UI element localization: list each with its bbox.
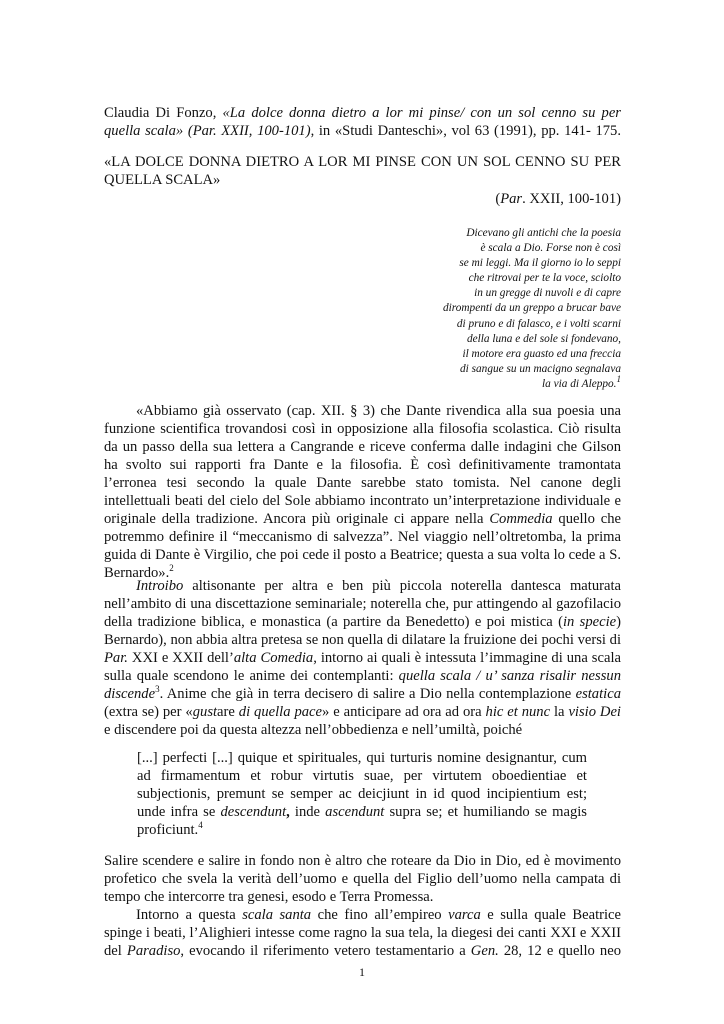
heading-reference: (Par. XXII, 100-101) bbox=[495, 191, 621, 207]
epigraph: Dicevano gli antichi che la poesia è scala a Dio. Forse non è così se mi leggi. Ma il giorno io lo seppi che ritrovai per te la voce, sciolto in un gregge di nuvoli e di capre dirompenti da un greppo a brucar bave di pruno e di falasco, e i volti scarni della luna e del sole si fondevano, il motore era guasto ed una freccia di sangue su un macigno segnalava la via di Aleppo.$^1$ bbox=[442, 227, 621, 390]
footnote-ref-4[interactable]: 4 bbox=[198, 820, 203, 831]
footnote-ref-1[interactable]: 1 bbox=[616, 374, 621, 385]
citation: Claudia Di Fonzo, «La dolce donna dietro a lor mi pinse/ con un sol cenno su per quella scala» (Par. XXII, 100-101), in «Studi Danteschi», vol 63 (1991), pp. 141- 175. bbox=[104, 105, 621, 139]
paragraph-1: «Abbiamo già osservato (cap. XII. § 3) che Dante rivendica alla sua poesia una funzione scientifica trovandosi così in opposizione alla filosofia scolastica. Ciò risulta da un passo della sua lettera a Cangrande e riceve conferma dalle indagini che Gilson ha svolto sui rapporti fra Dante e la filosofia. È così definitivamente tramontata l’erronea tesi secondo la quale Dante sarebbe stato tomista. Nel canone degli intellettuali beati del cielo del Sole abbiamo incontrato un’interpretazione individuale e originale della tradizione. Ancora più originale ci appare nella Commedia quello che potremmo definire il “meccanismo di salvezza”. Nel viaggio nell’oltretomba, la prima guida di Dante è Virgilio, che poi cede il posto a Beatrice; questa a sua volta lo cede a S. Bernardo».$^2$ bbox=[104, 403, 622, 581]
article-heading: «LA DOLCE DONNA DIETRO A LOR MI PINSE CON UN SOL CENNO SU PER QUELLA SCALA» bbox=[104, 154, 621, 188]
footnote-ref-2[interactable]: 2 bbox=[169, 563, 174, 574]
citation-title: «La dolce donna dietro a lor mi pinse/ con un sol cenno su per quella scala» (Par. XXII, 100-101) bbox=[104, 105, 621, 139]
paragraph-3: Salire scendere e salire in fondo non è altro che roteare da Dio in Dio, ed è movimento profetico che svela la verità dell’uomo e quella del Figlio dell’uomo nella campata di tempo che intercorre tra genesi, esodo e Terra Promessa. bbox=[104, 853, 621, 905]
latin-quotation: [...] perfecti [...] quique et spirituales, qui turturis nomine designantur, cum ad firmamentum et robur virtutis suae, per virtutem oboedientiae et subjectionis, premunt se semper ac deicjiunt in id quod incipientium est; unde infra se descendunt, inde ascendunt supra se; et humiliando se magis proficiunt.$^4$ bbox=[137, 750, 587, 838]
page-number: 1 bbox=[359, 965, 365, 979]
paragraph-2: Introibo altisonante per altra e ben più piccola noterella dantesca maturata nell’ambito di una discettazione seminariale; noterella che, pur attingendo al gazofilacio della tradizione biblica, e monastica (a partire da Benedetto) e poi mistica (in specie) Bernardo), non abbia altra pretesa se non quella di dilatare la fruizione dei pochi versi di Par. XXI e XXII dell’alta Comedia, intorno ai quali è intessuta l’immagine di una scala sulla quale scendono le anime dei contemplanti: quella scala / u’ sanza risalir nessun discende$^3$. Anime che già in terra decisero di salire a Dio nella contemplazione estatica (extra se) per «gustare di quella pace» e anticipare ad ora ad ora hic et nunc la visio Dei e discendere poi da questa altezza nell’obbedienza e nell’umiltà, poiché bbox=[104, 578, 621, 738]
footnote-ref-3[interactable]: 3 bbox=[155, 684, 160, 695]
paragraph-4: Intorno a questa scala santa che fino all’empireo varca e sulla quale Beatrice spinge i beati, l’Alighieri intesse come ragno la sua tela, la diegesi dei canti XXI e XXII del Paradiso, evocando il riferimento vetero testamentario a Gen. 28, 12 e quello neo bbox=[104, 907, 621, 959]
